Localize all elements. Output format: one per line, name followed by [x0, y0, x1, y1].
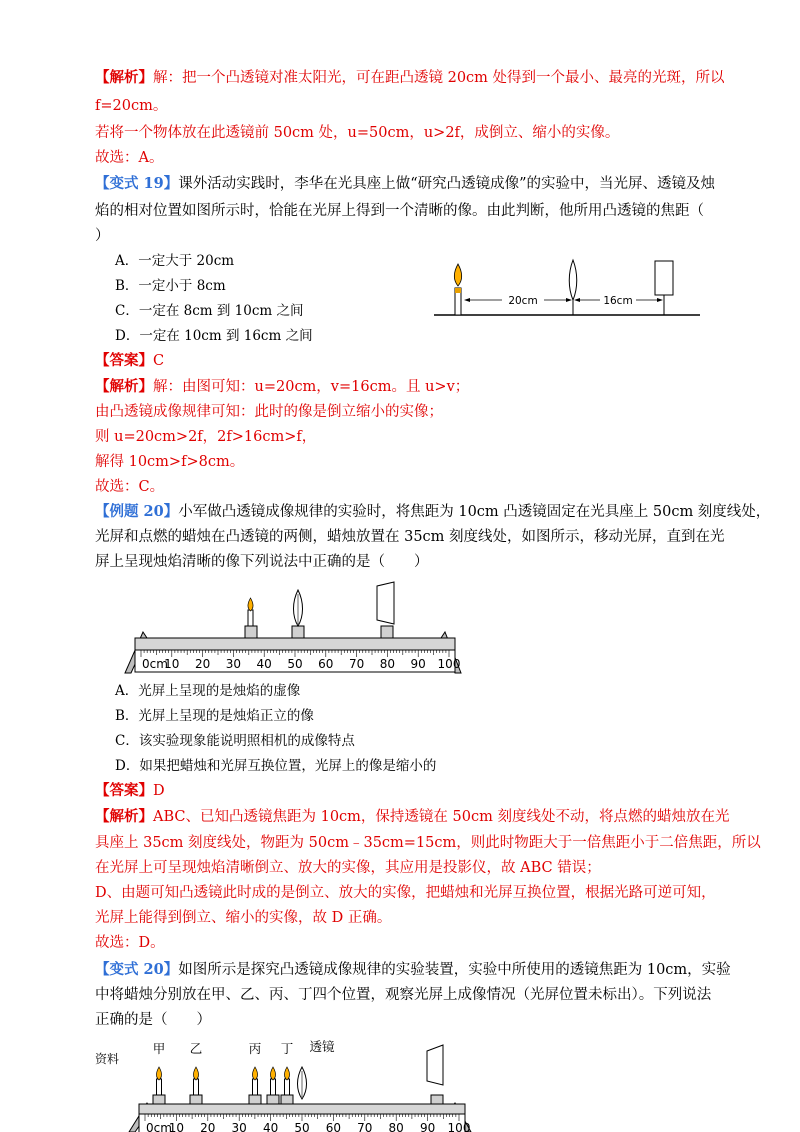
candle-icon: [285, 1079, 290, 1095]
analysis-line: f=20cm。: [95, 98, 168, 114]
option-d: D．如果把蜡烛和光屏互换位置，光屏上的像是缩小的: [115, 758, 437, 774]
scale-label: 80: [388, 1121, 404, 1132]
scale-label: 30: [231, 1121, 247, 1132]
option-b: B．光屏上呈现的是烛焰正立的像: [115, 708, 314, 724]
candle-icon: [157, 1079, 162, 1095]
candle-icon: [194, 1079, 199, 1095]
scale-label: 70: [348, 657, 365, 671]
question-tag: 【变式 20】: [95, 961, 179, 978]
question-tag: 【变式 19】: [95, 175, 179, 192]
option-d: D．一定在 10cm 到 16cm 之间: [115, 328, 313, 344]
scale-label: 70: [357, 1121, 373, 1132]
screen-icon: [427, 1045, 443, 1085]
question-20: 【变式 20】如图所示是探究凸透镜成像规律的实验装置，实验中所使用的透镜焦距为 10cm，实验: [95, 961, 731, 978]
analysis-line: 【解析】解：把一个凸透镜对准太阳光，可在距凸透镜 20cm 处得到一个最小、最亮的光斑，所以: [95, 69, 725, 86]
position-label-jia: 甲: [152, 1041, 166, 1056]
analysis-tag: 【解析】: [95, 378, 153, 395]
analysis-line: 若将一个物体放在此透镜前 50cm 处，u=50cm，u>2f，成倒立、缩小的实像。: [95, 125, 620, 141]
scale-label: 40: [262, 1121, 279, 1132]
screen-icon: [377, 582, 394, 624]
scale-label: 100: [437, 657, 461, 671]
scale-label: 20: [194, 657, 211, 671]
analysis-line: 故选：A。: [95, 150, 164, 166]
flame-icon: [454, 264, 462, 286]
question-line: 焰的相对位置如图所示时，恰能在光屏上得到一个清晰的像。由此判断，他所用凸透镜的焦距（: [95, 203, 704, 219]
answer-line: 【答案】D: [95, 782, 165, 799]
question-line: 光屏和点燃的蜡烛在凸透镜的两侧，蜡烛放置在 35cm 刻度线处，如图所示，移动光屏，直到在光: [95, 529, 725, 545]
flame-icon: [248, 598, 253, 611]
scale-label: 0cm: [146, 1121, 172, 1132]
position-label-bing: 丙: [248, 1041, 262, 1056]
scale-label: 50: [294, 1121, 310, 1132]
analysis-line: 【解析】ABC、已知凸透镜焦距为 10cm，保持透镜在 50cm 刻度线处不动，将点燃的蜡烛放在光: [95, 808, 730, 825]
analysis-line: 解得 10cm>f>8cm。: [95, 454, 245, 470]
lens-icon: [569, 260, 577, 300]
scale-label: 90: [410, 657, 426, 671]
flame-icon: [284, 1067, 289, 1080]
scale-label: 40: [256, 657, 272, 671]
question-line: ）: [95, 228, 110, 244]
scale-label: 10: [164, 657, 180, 671]
question-line: 中将蜡烛分别放在甲、乙、丙、丁四个位置，观察光屏上成像情况（光屏位置未标出）。下列说法: [95, 987, 712, 1003]
answer-line: 【答案】C: [95, 352, 165, 369]
optical-bench-figure-20b: [115, 1035, 485, 1132]
lens-setup-figure-19: [430, 258, 705, 324]
scale-label: 60: [318, 657, 334, 671]
question-19: 【变式 19】课外活动实践时，李华在光具座上做“研究凸透镜成像”的实验中，当光屏、透镜及烛: [95, 175, 716, 192]
screen-icon: [655, 261, 673, 295]
side-label: 资料: [95, 1052, 120, 1066]
scale-label: 50: [287, 657, 303, 671]
scale-label: 80: [379, 657, 396, 671]
analysis-tag: 【解析】: [95, 808, 153, 825]
optical-bench-figure-20: [115, 580, 475, 680]
candle-icon: [271, 1079, 276, 1095]
lens-label: 透镜: [309, 1039, 335, 1054]
analysis-line: 故选：C。: [95, 479, 165, 495]
flame-icon: [193, 1067, 198, 1080]
question-line: 正确的是（ ）: [95, 1012, 211, 1028]
scale-label: 100: [447, 1121, 471, 1132]
option-a: A．光屏上呈现的是烛焰的虚像: [115, 683, 301, 699]
scale-label: 20: [200, 1121, 216, 1132]
flame-icon: [252, 1067, 257, 1080]
flame-icon: [156, 1067, 161, 1080]
analysis-line: 【解析】解：由图可知：u=20cm，v=16cm。且 u>v；: [95, 378, 470, 395]
option-c: C．该实验现象能说明照相机的成像特点: [115, 733, 355, 749]
analysis-line: 在光屏上可呈现烛焰清晰倒立、放大的实像，其应用是投影仪，故 ABC 错误；: [95, 860, 601, 876]
question-line: 屏上呈现烛焰清晰的像下列说法中正确的是（ ）: [95, 554, 429, 570]
option-b: B．一定小于 8cm: [115, 278, 226, 294]
analysis-line: 具座上 35cm 刻度线处，物距为 50cm﹣35cm=15cm，则此时物距大于一倍焦距小于二倍焦距，所以: [95, 835, 761, 851]
scale-label: 10: [168, 1121, 185, 1132]
example-20: 【例题 20】小军做凸透镜成像规律的实验时，将焦距为 10cm 凸透镜固定在光具座上 50cm 刻度线处，: [95, 503, 771, 520]
scale-label: 60: [325, 1121, 342, 1132]
position-label-yi: 乙: [189, 1041, 203, 1056]
analysis-line: 光屏上能得到倒立、缩小的实像，故 D 正确。: [95, 910, 392, 926]
option-a: A．一定大于 20cm: [115, 253, 235, 269]
analysis-line: D、由题可知凸透镜此时成的是倒立、放大的实像，把蜡烛和光屏互换位置，根据光路可逆可知，: [95, 885, 716, 901]
question-tag: 【例题 20】: [95, 503, 179, 520]
flame-icon: [270, 1067, 275, 1080]
analysis-line: 由凸透镜成像规律可知：此时的像是倒立缩小的实像；: [95, 404, 443, 420]
position-label-ding: 丁: [280, 1041, 294, 1056]
analysis-line: 故选：D。: [95, 935, 165, 951]
analysis-tag: 【解析】: [95, 69, 153, 86]
option-c: C．一定在 8cm 到 10cm 之间: [115, 303, 304, 319]
analysis-line: 则 u=20cm>2f，2f>16cm>f，: [95, 429, 317, 445]
scale-label: 0cm: [142, 657, 168, 671]
answer-tag: 【答案】: [95, 782, 153, 799]
answer-tag: 【答案】: [95, 352, 153, 369]
distance-label: 20cm: [508, 295, 538, 307]
candle-icon: [253, 1079, 258, 1095]
distance-label: 16cm: [603, 295, 633, 307]
candle-icon: [248, 610, 253, 626]
scale-label: 30: [225, 657, 242, 671]
scale-label: 90: [419, 1121, 436, 1132]
